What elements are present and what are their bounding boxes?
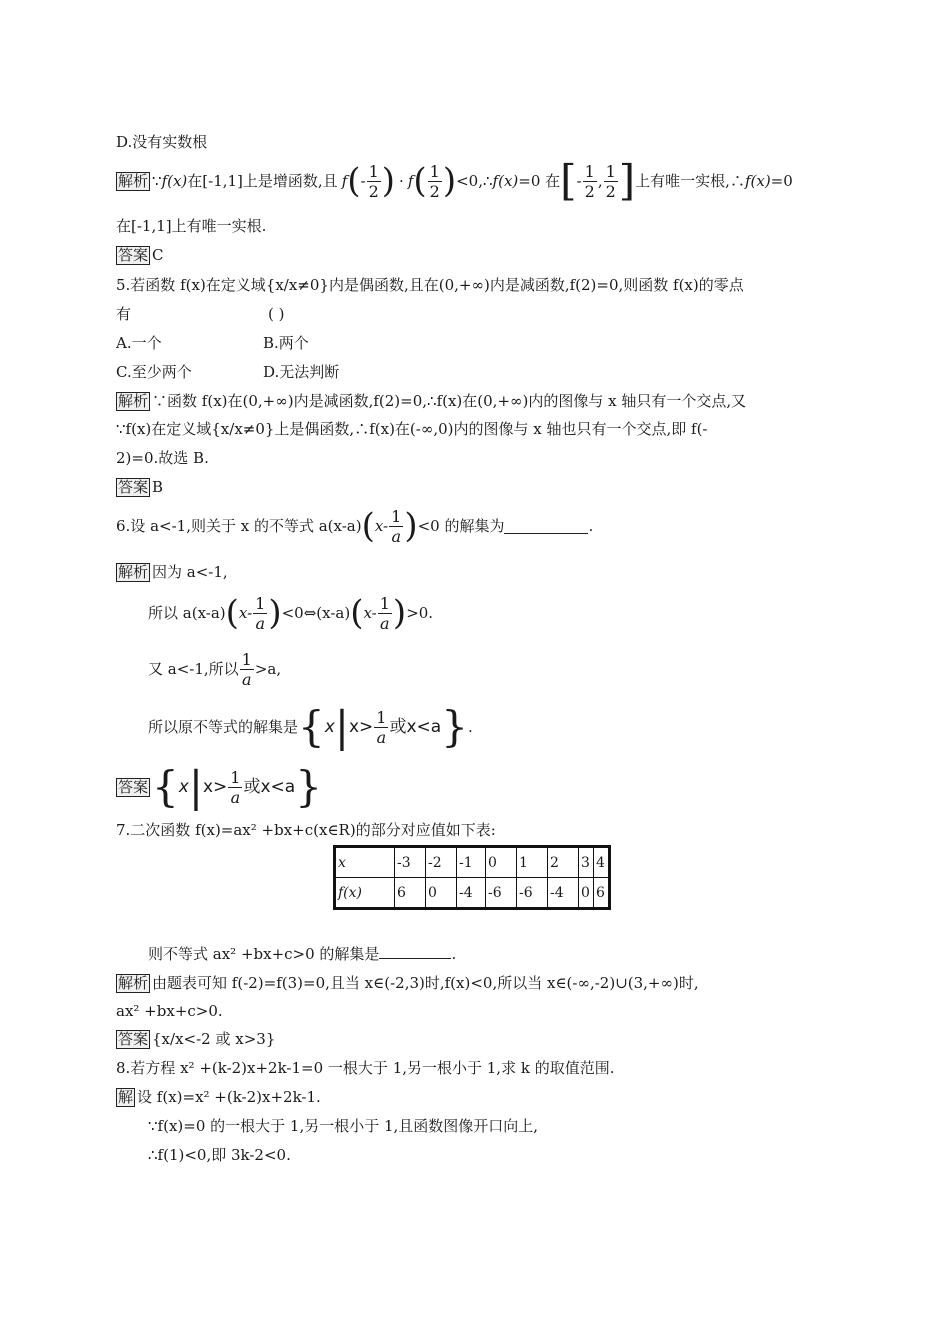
q6-line4a: 所以原不等式的解集是 bbox=[148, 718, 299, 736]
because-symbol: ∵ bbox=[152, 172, 162, 190]
q7-answer-value: {x/x<-2 或 x>3} bbox=[152, 1030, 276, 1048]
q6-question bbox=[116, 505, 593, 547]
q7-line2a: 则不等式 ax² +bx+c>0 的解集是 bbox=[148, 945, 380, 963]
q5-option-b: B.两个 bbox=[263, 334, 309, 352]
fraction-one-over-a: $\frac{1}{a}$ bbox=[376, 707, 387, 747]
table-cell: -3 bbox=[395, 847, 426, 878]
fraction-half: $\frac{1}{2}$ bbox=[368, 161, 379, 201]
paren-left: ( bbox=[350, 593, 364, 633]
value-table bbox=[333, 845, 611, 910]
q5-option-d: D.无法判断 bbox=[263, 363, 340, 381]
set-cond: x> bbox=[202, 777, 228, 797]
brace-right: } bbox=[441, 702, 468, 751]
q6-analysis-text1: 因为 a<-1, bbox=[152, 563, 228, 581]
q7-analysis-line1 bbox=[116, 972, 699, 994]
brace-left: { bbox=[298, 702, 325, 751]
q4-text-a6: =0 bbox=[770, 172, 793, 190]
option-d: D.没有实数根 bbox=[116, 133, 208, 151]
q5-option-c: C.至少两个 bbox=[116, 363, 192, 381]
period: . bbox=[451, 945, 457, 963]
math-fx: f(x) bbox=[744, 172, 771, 190]
q4-text-a3: <0,∴ bbox=[456, 172, 493, 190]
q6-analysis-line1 bbox=[116, 561, 228, 583]
q8-solution-line3: ∴f(1)<0,即 3k-2<0. bbox=[148, 1146, 291, 1164]
table-cell: -1 bbox=[457, 847, 486, 878]
analysis-tag: 解析 bbox=[118, 974, 149, 992]
q7-analysis-text1: 由题表可知 f(-2)=f(3)=0,且当 x∈(-2,3)时,f(x)<0,所以当 x∈(-∞,-2)∪(3,+∞)时, bbox=[152, 974, 699, 992]
set-var: x bbox=[324, 717, 335, 737]
fill-blank bbox=[504, 519, 588, 534]
table-cell: -2 bbox=[426, 847, 457, 878]
q6-line2b: <0⇔(x-a) bbox=[281, 604, 351, 622]
q8-solution-line2: ∵f(x)=0 的一根大于 1,另一根小于 1,且函数图像开口向上, bbox=[148, 1117, 539, 1135]
paren-right: ) bbox=[392, 593, 407, 633]
set-or: 或 bbox=[389, 717, 407, 737]
q5-question: 5.若函数 f(x)在定义域{x/x≠0}内是偶函数,且在(0,+∞)内是减函数,f(2)=0,则函数 f(x)的零点 bbox=[116, 276, 744, 294]
q5-analysis-line3: 2)=0.故选 B. bbox=[116, 449, 209, 467]
q8-solution-line1 bbox=[116, 1086, 321, 1108]
set-or: 或 bbox=[243, 777, 261, 797]
answer-tag: 答案 bbox=[118, 478, 149, 496]
q6-line2c: >0. bbox=[406, 604, 434, 622]
answer-paren: ( ) bbox=[268, 305, 285, 323]
fraction-one-over-a: $\frac{1}{a}$ bbox=[230, 767, 241, 807]
q6-analysis-line4 bbox=[148, 702, 473, 752]
paren-left: ( bbox=[413, 161, 427, 201]
paren-left: ( bbox=[347, 161, 361, 201]
q4-analysis-line2: 在[-1,1]上有唯一实根. bbox=[116, 217, 267, 235]
paren-left: ( bbox=[361, 506, 375, 546]
q6-line2a: 所以 a(x-a) bbox=[148, 604, 226, 622]
table-cell: f(x) bbox=[335, 878, 395, 909]
math-fx: f(x) bbox=[161, 172, 188, 190]
q5-answer-value: B bbox=[152, 478, 164, 496]
answer-tag: 答案 bbox=[118, 777, 149, 796]
q4-text-a2: 在[-1,1]上是增函数,且 bbox=[187, 172, 338, 190]
set-tail: x<a bbox=[260, 777, 296, 797]
q4-answer-value: C bbox=[152, 246, 164, 264]
table-cell: 0 bbox=[579, 878, 594, 909]
table-cell: -6 bbox=[517, 878, 548, 909]
table-cell: -4 bbox=[457, 878, 486, 909]
fraction-half: $\frac{1}{2}$ bbox=[584, 161, 595, 201]
table-row bbox=[335, 878, 610, 909]
fraction-half: $\frac{1}{2}$ bbox=[429, 161, 440, 201]
q5-question-cont bbox=[116, 303, 285, 325]
solution-tag: 解 bbox=[118, 1088, 134, 1106]
table-cell: 4 bbox=[594, 847, 610, 878]
paren-left: ( bbox=[225, 593, 239, 633]
paren-right: ) bbox=[404, 506, 418, 546]
math-x-minus: x- bbox=[374, 517, 389, 535]
brace-left: { bbox=[152, 762, 179, 811]
table-cell: 2 bbox=[548, 847, 579, 878]
table-cell: -6 bbox=[486, 878, 517, 909]
fraction-one-over-a: $\frac{1}{a}$ bbox=[379, 593, 390, 633]
math-x-minus: x- bbox=[363, 604, 377, 622]
period: . bbox=[467, 718, 473, 736]
q7-question-line2 bbox=[148, 943, 456, 965]
fill-blank bbox=[379, 944, 451, 959]
table-row bbox=[335, 847, 610, 878]
table-cell: 6 bbox=[594, 878, 610, 909]
fraction-one-over-a: $\frac{1}{a}$ bbox=[391, 506, 402, 546]
analysis-tag: 解析 bbox=[118, 563, 149, 581]
paren-right: ) bbox=[442, 161, 457, 201]
brace-right: } bbox=[295, 762, 322, 811]
q7-question: 7.二次函数 f(x)=ax² +bx+c(x∈R)的部分对应值如下表: bbox=[116, 821, 496, 839]
paren-right: ) bbox=[381, 161, 396, 201]
set-var: x bbox=[178, 777, 189, 797]
q5-option-a: A.一个 bbox=[116, 334, 162, 352]
q6-answer bbox=[116, 762, 322, 812]
analysis-tag: 解析 bbox=[118, 392, 149, 410]
dot-operator: · bbox=[399, 172, 404, 190]
bracket-right: ] bbox=[618, 156, 636, 205]
table-cell: 3 bbox=[579, 847, 594, 878]
math-x-minus: x- bbox=[238, 604, 253, 622]
table-cell: x bbox=[335, 847, 395, 878]
answer-tag: 答案 bbox=[118, 1030, 149, 1048]
q5-analysis-text1: ∵函数 f(x)在(0,+∞)内是减函数,f(2)=0,∴f(x)在(0,+∞)内的图像与 x 轴只有一个交点,又 bbox=[152, 392, 747, 410]
q8-solution-text1: 设 f(x)=x² +(k-2)x+2k-1. bbox=[137, 1088, 321, 1106]
minus-sign: - bbox=[360, 172, 366, 190]
q5-text2: 有 bbox=[116, 305, 132, 323]
set-bar: | bbox=[188, 762, 203, 811]
q4-text-a4: =0 在 bbox=[518, 172, 561, 190]
set-cond: x> bbox=[348, 717, 374, 737]
q4-analysis-line1 bbox=[116, 156, 793, 205]
q6-line3b: >a, bbox=[254, 660, 282, 678]
q7-analysis-line2: ax² +bx+c>0. bbox=[116, 1002, 223, 1020]
table-cell: 0 bbox=[486, 847, 517, 878]
q6-analysis-line3 bbox=[148, 646, 281, 692]
analysis-tag: 解析 bbox=[118, 171, 149, 190]
q6-text-pre: 6.设 a<-1,则关于 x 的不等式 a(x-a) bbox=[116, 517, 362, 535]
fraction-one-over-a: $\frac{1}{a}$ bbox=[255, 593, 266, 633]
q6-analysis-line2 bbox=[148, 590, 433, 636]
table-cell: 6 bbox=[395, 878, 426, 909]
answer-tag: 答案 bbox=[118, 246, 149, 264]
comma: , bbox=[597, 172, 603, 190]
q4-answer bbox=[116, 244, 164, 266]
paren-right: ) bbox=[268, 593, 282, 633]
q5-analysis-line2: ∵f(x)在定义域{x/x≠0}上是偶函数,∴f(x)在(-∞,0)内的图像与 x 轴也只有一个交点,即 f(- bbox=[116, 420, 708, 438]
fraction-half: $\frac{1}{2}$ bbox=[605, 161, 616, 201]
q6-line3a: 又 a<-1,所以 bbox=[148, 660, 239, 678]
math-fx: f(x) bbox=[492, 172, 519, 190]
period: . bbox=[588, 517, 594, 535]
table-cell: 1 bbox=[517, 847, 548, 878]
table-cell: 0 bbox=[426, 878, 457, 909]
minus-sign: - bbox=[576, 172, 582, 190]
bracket-left: [ bbox=[560, 156, 577, 205]
math-f: f bbox=[341, 172, 348, 190]
q6-text-post: <0 的解集为 bbox=[417, 517, 505, 535]
set-bar: | bbox=[334, 702, 349, 751]
q8-question: 8.若方程 x² +(k-2)x+2k-1=0 一根大于 1,另一根小于 1,求 k 的取值范围. bbox=[116, 1059, 615, 1077]
set-tail: x<a bbox=[406, 717, 442, 737]
q5-answer bbox=[116, 476, 163, 498]
math-f: f bbox=[407, 172, 414, 190]
table-cell: -4 bbox=[548, 878, 579, 909]
q7-answer bbox=[116, 1028, 275, 1050]
q5-analysis-line1 bbox=[116, 390, 746, 412]
fraction-one-over-a: $\frac{1}{a}$ bbox=[241, 649, 252, 689]
q4-text-a5: 上有唯一实根,∴ bbox=[635, 172, 745, 190]
